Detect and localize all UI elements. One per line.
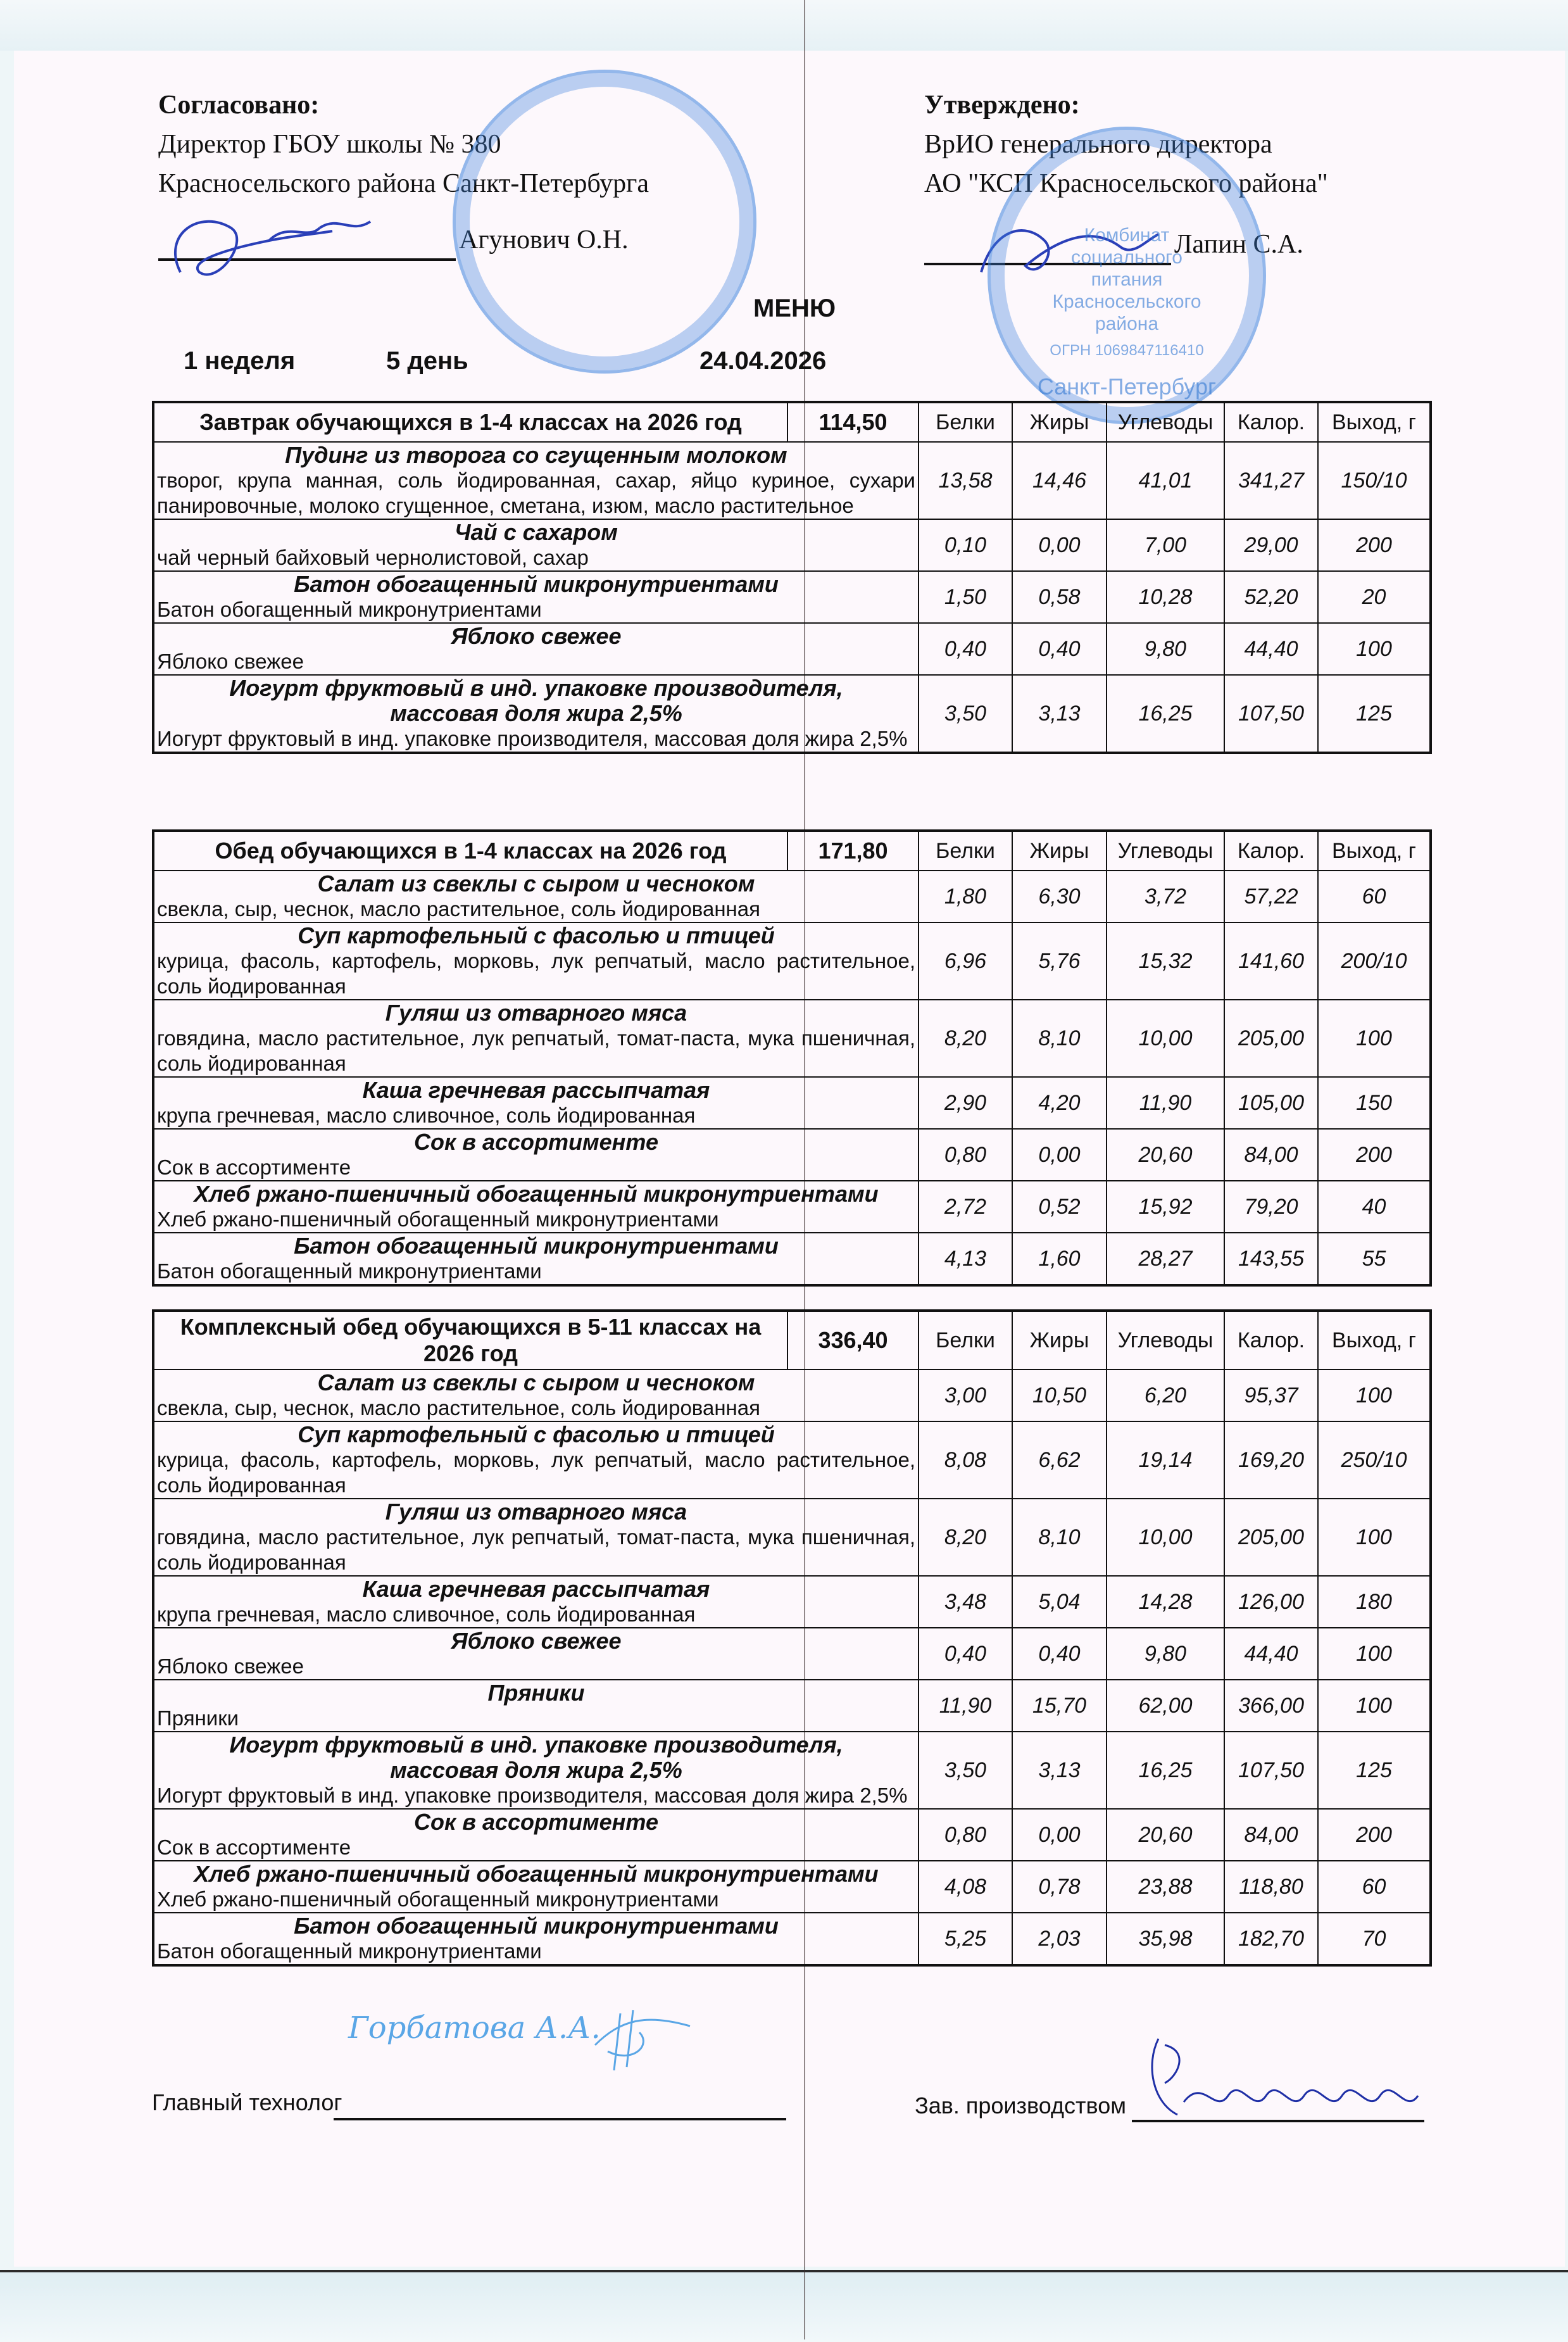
nutrient-protein: 1,80 <box>919 871 1012 922</box>
column-header: Белки <box>919 1311 1012 1369</box>
dish-cell <box>153 1861 919 1913</box>
dish-name: Батон обогащенный микронутриентами <box>294 1913 779 1939</box>
chief-technologist-label: Главный технолог <box>152 2089 342 2115</box>
nutrient-protein: 0,80 <box>919 1129 1012 1181</box>
nutrient-protein: 0,80 <box>919 1809 1012 1861</box>
nutrient-fat: 8,10 <box>1012 1000 1107 1077</box>
dish-cell <box>153 1077 919 1129</box>
dish-ingredients: Иогурт фруктовый в инд. упаковке производителя, массовая доля жира 2,5% <box>157 727 908 750</box>
nutrient-fat: 5,76 <box>1012 922 1107 1000</box>
dish-name: Сок в ассортименте <box>414 1809 658 1835</box>
nutrient-yield: 200 <box>1318 1129 1431 1181</box>
nutrient-kcal: 107,50 <box>1224 1732 1318 1809</box>
column-header: Калор. <box>1224 1311 1318 1369</box>
nutrient-protein: 2,90 <box>919 1077 1012 1129</box>
dish-name: Иогурт фруктовый в инд. упаковке производителя, массовая доля жира 2,5% <box>229 675 843 726</box>
dish-ingredients: говядина, масло растительное, лук репчатый, томат-паста, мука пшеничная, соль йодированная <box>157 1525 915 1574</box>
table-row <box>153 1129 1431 1181</box>
nutrient-protein: 8,08 <box>919 1421 1012 1499</box>
nutrient-kcal: 205,00 <box>1224 1499 1318 1576</box>
dish-cell <box>153 1000 919 1077</box>
stamp-text-7: Санкт-Петербург <box>1037 374 1217 400</box>
stamp-text-1: Комбинат <box>1084 225 1170 246</box>
nutrient-yield: 40 <box>1318 1181 1431 1233</box>
nutrient-fat: 0,00 <box>1012 1809 1107 1861</box>
dish-ingredients: Батон обогащенный микронутриентами <box>157 1259 542 1283</box>
column-header: Белки <box>919 831 1012 871</box>
nutrient-kcal: 57,22 <box>1224 871 1318 922</box>
nutrient-protein: 3,00 <box>919 1369 1012 1421</box>
dish-name: Каша гречневая рассыпчатая <box>362 1077 710 1103</box>
signer-right: Лапин С.А. <box>1174 230 1303 259</box>
nutrient-protein: 6,96 <box>919 922 1012 1000</box>
nutrient-yield: 150/10 <box>1318 442 1431 519</box>
stamp-text-6: ОГРН 1069847116410 <box>1050 342 1204 359</box>
dish-cell <box>153 1233 919 1285</box>
nutrient-carbs: 14,28 <box>1107 1576 1224 1628</box>
nutrient-carbs: 11,90 <box>1107 1077 1224 1129</box>
nutrient-yield: 200 <box>1318 1809 1431 1861</box>
dish-ingredients: крупа гречневая, масло сливочное, соль йодированная <box>157 1602 696 1626</box>
nutrient-protein: 8,20 <box>919 1000 1012 1077</box>
nutrient-yield: 180 <box>1318 1576 1431 1628</box>
dish-cell <box>153 1369 919 1421</box>
nutrient-fat: 14,46 <box>1012 442 1107 519</box>
nutrient-protein: 0,40 <box>919 1628 1012 1680</box>
dish-cell <box>153 922 919 1000</box>
column-header: Углеводы <box>1107 402 1224 442</box>
dish-ingredients: свекла, сыр, чеснок, масло растительное, соль йодированная <box>157 1396 760 1420</box>
dish-cell <box>153 1181 919 1233</box>
section-title: Завтрак обучающихся в 1-4 классах на 2026 год <box>153 402 787 442</box>
dish-ingredients: крупа гречневая, масло сливочное, соль йодированная <box>157 1104 696 1127</box>
nutrient-yield: 60 <box>1318 1861 1431 1913</box>
dish-cell <box>153 571 919 623</box>
dish-cell <box>153 519 919 571</box>
nutrient-fat: 0,00 <box>1012 1129 1107 1181</box>
nutrient-carbs: 9,80 <box>1107 623 1224 675</box>
column-header: Выход, г <box>1318 1311 1431 1369</box>
dish-cell <box>153 1913 919 1965</box>
nutrient-yield: 100 <box>1318 1499 1431 1576</box>
column-header: Углеводы <box>1107 831 1224 871</box>
table-row <box>153 675 1431 753</box>
nutrient-carbs: 41,01 <box>1107 442 1224 519</box>
nutrient-carbs: 7,00 <box>1107 519 1224 571</box>
signer-left: Агунович О.Н. <box>459 225 629 255</box>
table-row <box>153 623 1431 675</box>
table-row <box>153 1732 1431 1809</box>
dish-cell <box>153 1680 919 1732</box>
column-header: Калор. <box>1224 402 1318 442</box>
nutrient-protein: 2,72 <box>919 1181 1012 1233</box>
nutrient-carbs: 16,25 <box>1107 675 1224 753</box>
nutrient-fat: 6,62 <box>1012 1421 1107 1499</box>
nutrient-protein: 11,90 <box>919 1680 1012 1732</box>
dish-name: Чай с сахаром <box>455 519 618 545</box>
menu-table <box>152 401 1432 754</box>
stamp-company-icon <box>988 127 1266 424</box>
nutrient-kcal: 118,80 <box>1224 1861 1318 1913</box>
dish-cell <box>153 1628 919 1680</box>
nutrient-kcal: 107,50 <box>1224 675 1318 753</box>
dish-cell <box>153 1576 919 1628</box>
signature-production-head-icon <box>1139 2026 1431 2127</box>
nutrient-yield: 250/10 <box>1318 1421 1431 1499</box>
nutrient-yield: 100 <box>1318 1628 1431 1680</box>
menu-table <box>152 1309 1432 1967</box>
dish-ingredients: творог, крупа манная, соль йодированная, сахар, яйцо куриное, сухари панировочные, молоко сгущенное, сметана, изюм, масло растительное <box>157 469 915 517</box>
nutrient-kcal: 79,20 <box>1224 1181 1318 1233</box>
nutrient-protein: 4,08 <box>919 1861 1012 1913</box>
nutrient-kcal: 341,27 <box>1224 442 1318 519</box>
dish-cell <box>153 1129 919 1181</box>
dish-name: Сок в ассортименте <box>414 1129 658 1155</box>
nutrient-protein: 1,50 <box>919 571 1012 623</box>
nutrient-yield: 70 <box>1318 1913 1431 1965</box>
dish-cell <box>153 442 919 519</box>
menu-day: 5 день <box>386 347 468 375</box>
dish-ingredients: Батон обогащенный микронутриентами <box>157 1939 542 1963</box>
dish-name: Салат из свеклы с сыром и чесноком <box>317 1369 755 1395</box>
menu-table <box>152 829 1432 1287</box>
nutrient-fat: 2,03 <box>1012 1913 1107 1965</box>
nutrient-kcal: 141,60 <box>1224 922 1318 1000</box>
nutrient-yield: 20 <box>1318 571 1431 623</box>
stamp-text-3: питания <box>1091 269 1163 290</box>
dish-name: Хлеб ржано-пшеничный обогащенный микронутриентами <box>194 1181 879 1207</box>
nutrient-protein: 13,58 <box>919 442 1012 519</box>
table-row <box>153 1181 1431 1233</box>
scanner-background-bottom <box>0 2270 1568 2342</box>
dish-ingredients: чай черный байховый чернолистовой, сахар <box>157 546 589 569</box>
dish-name: Яблоко свежее <box>451 1628 622 1654</box>
nutrient-kcal: 52,20 <box>1224 571 1318 623</box>
dish-name: Суп картофельный с фасолью и птицей <box>298 922 775 948</box>
nutrient-kcal: 182,70 <box>1224 1913 1318 1965</box>
table-header-row <box>153 402 1431 442</box>
nutrient-fat: 15,70 <box>1012 1680 1107 1732</box>
nutrient-yield: 100 <box>1318 1000 1431 1077</box>
dish-name: Каша гречневая рассыпчатая <box>362 1576 710 1602</box>
nutrient-carbs: 15,32 <box>1107 922 1224 1000</box>
nutrient-fat: 3,13 <box>1012 675 1107 753</box>
nutrient-carbs: 6,20 <box>1107 1369 1224 1421</box>
nutrient-kcal: 44,40 <box>1224 1628 1318 1680</box>
nutrient-protein: 5,25 <box>919 1913 1012 1965</box>
table-row <box>153 1913 1431 1965</box>
dish-ingredients: Яблоко свежее <box>157 650 304 673</box>
stamp-text-4: Красносельского <box>1052 291 1201 312</box>
table-row <box>153 519 1431 571</box>
dish-cell <box>153 1499 919 1576</box>
table-row <box>153 1369 1431 1421</box>
table-row <box>153 1576 1431 1628</box>
nutrient-carbs: 10,00 <box>1107 1499 1224 1576</box>
dish-name: Гуляш из отварного мяса <box>385 1499 687 1525</box>
column-header: Углеводы <box>1107 1311 1224 1369</box>
signature-technologist-icon <box>582 2007 709 2077</box>
nutrient-fat: 0,40 <box>1012 623 1107 675</box>
column-header: Выход, г <box>1318 402 1431 442</box>
nutrient-kcal: 205,00 <box>1224 1000 1318 1077</box>
nutrient-protein: 0,40 <box>919 623 1012 675</box>
dish-name: Батон обогащенный микронутриентами <box>294 571 779 597</box>
dish-cell <box>153 871 919 922</box>
nutrient-yield: 125 <box>1318 675 1431 753</box>
nutrient-carbs: 16,25 <box>1107 1732 1224 1809</box>
nutrient-fat: 8,10 <box>1012 1499 1107 1576</box>
dish-ingredients: Хлеб ржано-пшеничный обогащенный микронутриентами <box>157 1207 719 1231</box>
nutrient-carbs: 3,72 <box>1107 871 1224 922</box>
table-row <box>153 1499 1431 1576</box>
menu-week: 1 неделя <box>184 347 296 375</box>
nutrient-yield: 100 <box>1318 1680 1431 1732</box>
nutrient-yield: 200 <box>1318 519 1431 571</box>
nutrient-kcal: 143,55 <box>1224 1233 1318 1285</box>
scanner-background-top <box>0 0 1568 51</box>
column-header: Выход, г <box>1318 831 1431 871</box>
nutrient-yield: 100 <box>1318 623 1431 675</box>
nutrient-yield: 125 <box>1318 1732 1431 1809</box>
menu-title: МЕНЮ <box>753 294 836 322</box>
menu-date: 24.04.2026 <box>699 347 827 375</box>
nutrient-protein: 3,50 <box>919 675 1012 753</box>
table-row <box>153 1000 1431 1077</box>
section-title: Комплексный обед обучающихся в 5-11 классах на 2026 год <box>153 1311 787 1369</box>
dish-name: Салат из свеклы с сыром и чесноком <box>317 871 755 897</box>
nutrient-fat: 0,58 <box>1012 571 1107 623</box>
dish-name: Яблоко свежее <box>451 623 622 649</box>
dish-name: Хлеб ржано-пшеничный обогащенный микронутриентами <box>194 1861 879 1887</box>
chief-technologist-line <box>334 2118 786 2120</box>
section-price: 336,40 <box>787 1311 919 1369</box>
nutrient-fat: 3,13 <box>1012 1732 1107 1809</box>
signature-left-icon <box>161 196 459 298</box>
table-row <box>153 1421 1431 1499</box>
table-row <box>153 1680 1431 1732</box>
dish-name: Пряники <box>487 1680 585 1706</box>
approval-right-heading: Утверждено: <box>924 91 1080 120</box>
nutrient-carbs: 62,00 <box>1107 1680 1224 1732</box>
nutrient-carbs: 20,60 <box>1107 1129 1224 1181</box>
table-row <box>153 442 1431 519</box>
nutrient-carbs: 19,14 <box>1107 1421 1224 1499</box>
dish-ingredients: Яблоко свежее <box>157 1654 304 1678</box>
table-row <box>153 922 1431 1000</box>
section-price: 114,50 <box>787 402 919 442</box>
dish-name: Суп картофельный с фасолью и птицей <box>298 1421 775 1447</box>
dish-ingredients: Батон обогащенный микронутриентами <box>157 598 542 621</box>
table-row <box>153 1809 1431 1861</box>
nutrient-protein: 3,50 <box>919 1732 1012 1809</box>
section-title: Обед обучающихся в 1-4 классах на 2026 год <box>153 831 787 871</box>
nutrient-kcal: 84,00 <box>1224 1809 1318 1861</box>
nutrient-yield: 100 <box>1318 1369 1431 1421</box>
table-row <box>153 1233 1431 1285</box>
nutrient-fat: 4,20 <box>1012 1077 1107 1129</box>
dish-cell <box>153 675 919 753</box>
stamp-text-5: района <box>1094 313 1159 334</box>
nutrient-carbs: 10,28 <box>1107 571 1224 623</box>
nutrient-carbs: 9,80 <box>1107 1628 1224 1680</box>
nutrient-kcal: 84,00 <box>1224 1129 1318 1181</box>
dish-ingredients: Хлеб ржано-пшеничный обогащенный микронутриентами <box>157 1887 719 1911</box>
dish-name: Пудинг из творога со сгущенным молоком <box>285 442 787 468</box>
dish-ingredients: Сок в ассортименте <box>157 1835 351 1859</box>
nutrient-fat: 0,40 <box>1012 1628 1107 1680</box>
nutrient-protein: 4,13 <box>919 1233 1012 1285</box>
nutrient-kcal: 95,37 <box>1224 1369 1318 1421</box>
nutrient-fat: 1,60 <box>1012 1233 1107 1285</box>
nutrient-yield: 55 <box>1318 1233 1431 1285</box>
table-row <box>153 871 1431 922</box>
production-head-label: Зав. производством <box>915 2093 1126 2119</box>
table-row <box>153 1861 1431 1913</box>
nutrient-kcal: 29,00 <box>1224 519 1318 571</box>
nutrient-yield: 60 <box>1318 871 1431 922</box>
nutrient-carbs: 15,92 <box>1107 1181 1224 1233</box>
nutrient-kcal: 366,00 <box>1224 1680 1318 1732</box>
dish-name: Иогурт фруктовый в инд. упаковке производителя, массовая доля жира 2,5% <box>229 1732 843 1783</box>
nutrient-fat: 6,30 <box>1012 871 1107 922</box>
nutrient-carbs: 20,60 <box>1107 1809 1224 1861</box>
stamp-text-2: социального <box>1070 247 1182 268</box>
dish-ingredients: Сок в ассортименте <box>157 1155 351 1179</box>
dish-name: Батон обогащенный микронутриентами <box>294 1233 779 1259</box>
column-header: Белки <box>919 402 1012 442</box>
dish-ingredients: свекла, сыр, чеснок, масло растительное, соль йодированная <box>157 897 760 921</box>
column-header: Калор. <box>1224 831 1318 871</box>
nutrient-fat: 10,50 <box>1012 1369 1107 1421</box>
nutrient-fat: 0,00 <box>1012 519 1107 571</box>
column-header: Жиры <box>1012 402 1107 442</box>
table-header-row <box>153 1311 1431 1369</box>
table-row <box>153 1077 1431 1129</box>
approval-left-line2: Красносельского района Санкт-Петербурга <box>158 169 649 198</box>
nutrient-carbs: 23,88 <box>1107 1861 1224 1913</box>
nutrient-protein: 0,10 <box>919 519 1012 571</box>
nutrient-protein: 8,20 <box>919 1499 1012 1576</box>
dish-cell <box>153 1809 919 1861</box>
nutrient-protein: 3,48 <box>919 1576 1012 1628</box>
dish-cell <box>153 1421 919 1499</box>
dish-ingredients: курица, фасоль, картофель, морковь, лук репчатый, масло растительное, соль йодированная <box>157 949 915 998</box>
nutrient-yield: 200/10 <box>1318 922 1431 1000</box>
nutrient-fat: 0,52 <box>1012 1181 1107 1233</box>
stamp-school-icon <box>453 70 756 374</box>
nutrient-kcal: 105,00 <box>1224 1077 1318 1129</box>
approval-left-heading: Согласовано: <box>158 91 320 120</box>
approval-right-line2: АО "КСП Красносельского района" <box>924 169 1328 198</box>
nutrient-fat: 0,78 <box>1012 1861 1107 1913</box>
column-header: Жиры <box>1012 831 1107 871</box>
nutrient-carbs: 28,27 <box>1107 1233 1224 1285</box>
handwritten-name: Горбатова А.А. <box>348 2010 601 2046</box>
table-header-row <box>153 831 1431 871</box>
approval-left-line1: Директор ГБОУ школы № 380 <box>158 130 501 159</box>
nutrient-carbs: 35,98 <box>1107 1913 1224 1965</box>
nutrient-kcal: 126,00 <box>1224 1576 1318 1628</box>
dish-ingredients: говядина, масло растительное, лук репчатый, томат-паста, мука пшеничная, соль йодированная <box>157 1026 915 1075</box>
dish-ingredients: Пряники <box>157 1706 239 1730</box>
section-price: 171,80 <box>787 831 919 871</box>
nutrient-carbs: 10,00 <box>1107 1000 1224 1077</box>
nutrient-kcal: 44,40 <box>1224 623 1318 675</box>
nutrient-fat: 5,04 <box>1012 1576 1107 1628</box>
dish-cell <box>153 623 919 675</box>
dish-ingredients: Иогурт фруктовый в инд. упаковке производителя, массовая доля жира 2,5% <box>157 1784 908 1807</box>
dish-cell <box>153 1732 919 1809</box>
approval-right-line1: ВрИО генерального директора <box>924 130 1272 159</box>
table-row <box>153 571 1431 623</box>
nutrient-yield: 150 <box>1318 1077 1431 1129</box>
dish-ingredients: курица, фасоль, картофель, морковь, лук репчатый, масло растительное, соль йодированная <box>157 1448 915 1497</box>
nutrient-kcal: 169,20 <box>1224 1421 1318 1499</box>
table-row <box>153 1628 1431 1680</box>
dish-name: Гуляш из отварного мяса <box>385 1000 687 1026</box>
column-header: Жиры <box>1012 1311 1107 1369</box>
